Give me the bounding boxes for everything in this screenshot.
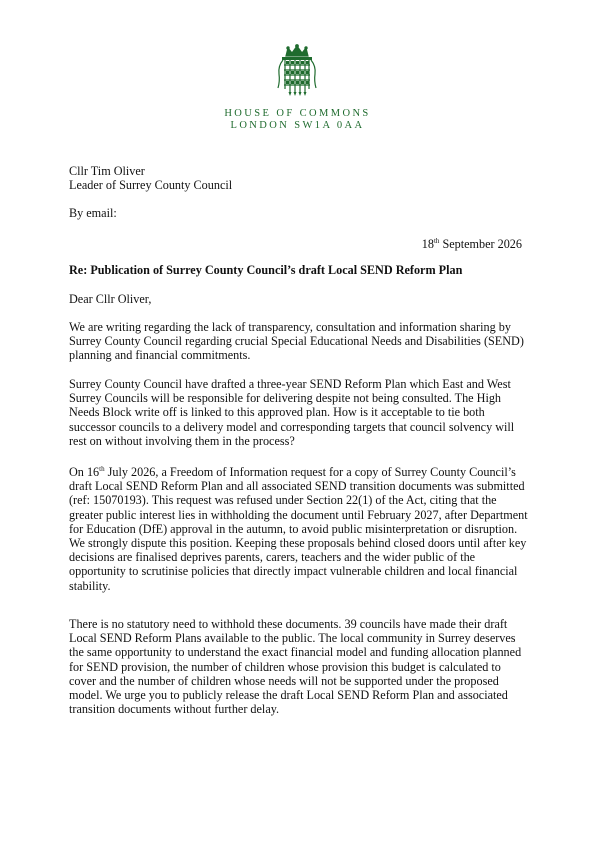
paragraph-2 <box>69 377 529 448</box>
letterhead-house-name: HOUSE OF COMMONS <box>224 108 371 119</box>
paragraph-line: Surrey County Council have drafted a three-year SEND Reform Plan which East and West <box>69 377 511 391</box>
paragraph-line: We are writing regarding the lack of transparency, consultation and information sharing by <box>69 320 511 334</box>
paragraph-line: model. We urge you to publicly release the draft Local SEND Reform Plan and associated <box>69 688 508 703</box>
date-rest: September 2026 <box>439 237 522 251</box>
recipient-block <box>69 164 529 192</box>
paragraph-line: On 16th July 2026, a Freedom of Information request for a copy of Surrey County Council’s <box>69 465 516 479</box>
recipient-title: Leader of Surrey County Council <box>69 178 233 193</box>
date-suffix: th <box>433 237 440 245</box>
salutation: Dear Cllr Oliver, <box>69 292 152 306</box>
paragraph-line: Needs Block write off is linked to this approved plan. How is it acceptable to tie both <box>69 405 485 420</box>
paragraph-line: Surrey Councils will be responsible for delivering despite not being consulted. The High <box>69 391 502 406</box>
paragraph-line: draft Local SEND Reform Plan and all associated SEND transition documents was submitted <box>69 479 525 494</box>
letter-subject: Re: Publication of Surrey County Council’s draft Local SEND Reform Plan <box>69 263 463 277</box>
paragraph-line: Local SEND Reform Plans available to the public. The local community in Surrey deserves <box>69 631 516 646</box>
paragraph-line: planning and financial commitments. <box>69 348 251 363</box>
paragraph-line: cover and the number of children whose needs will not be supported under the proposed <box>69 673 499 688</box>
delivery-method: By email: <box>69 206 117 220</box>
paragraph-line: rest on without involving them in the process? <box>69 433 295 448</box>
paragraph-line: opportunity to scrutinise policies that directly impact vulnerable children and local financial <box>69 564 518 579</box>
letter-date <box>422 234 522 251</box>
recipient-name: Cllr Tim Oliver <box>69 164 145 178</box>
paragraph-line: successor councils to a delivery model and corresponding targets that council solvency will <box>69 419 515 434</box>
paragraph-line: for SEND provision, the number of children whose provision this budget is calculated to <box>69 659 501 674</box>
paragraph-line: transition documents without further delay. <box>69 702 280 717</box>
paragraph-line: greater public interest lies in withholding the document until February 2027, after Department <box>69 507 528 522</box>
paragraph-4 <box>69 617 529 716</box>
paragraph-line: We strongly dispute this position. Keeping these proposals behind closed doors until after key <box>69 536 527 551</box>
paragraph-line: (ref: 15070193). This request was refused under Section 22(1) of the Act, citing that the <box>69 493 497 508</box>
portcullis-crest-icon <box>274 44 320 96</box>
paragraph-line: for Education (DfE) approval in the autumn, to avoid public misinterpretation or disruption. <box>69 521 518 536</box>
paragraph-line: decisions are finalised deprives parents, carers, teachers and the wider public of the <box>69 550 476 565</box>
paragraph-1 <box>69 320 529 363</box>
date-day: 18 <box>421 237 434 251</box>
paragraph-line: There is no statutory need to withhold these documents. 39 councils have made their draft <box>69 617 508 631</box>
paragraph-line: the same opportunity to understand the exact financial model and funding allocation planned <box>69 645 522 660</box>
paragraph-line: stability. <box>69 578 111 593</box>
paragraph-3 <box>69 462 529 593</box>
letterhead-address: LONDON SW1A 0AA <box>230 120 365 131</box>
paragraph-line: Surrey County Council regarding crucial Special Educational Needs and Disabilities (SEND) <box>69 334 524 349</box>
